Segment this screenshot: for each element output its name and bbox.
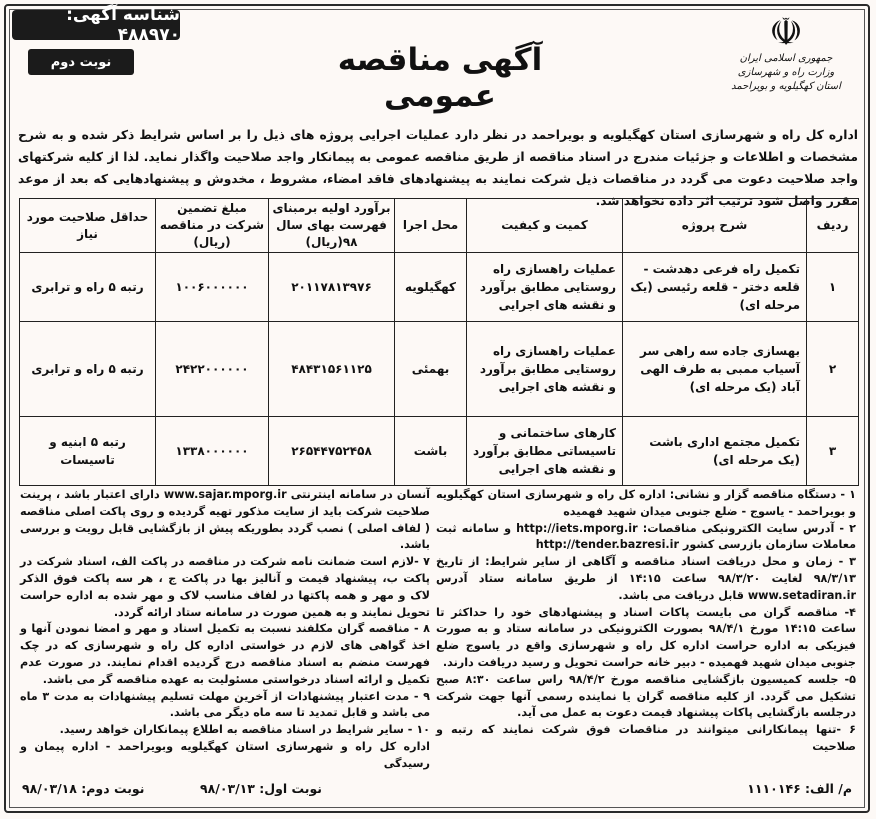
publish-round-badge: نوبت دوم	[28, 49, 134, 75]
note-item: ۸ - مناقصه گران مکلفند نسبت به تکمیل اسناد و مهر و امضا نمودن آنها و اخذ گواهی های لازم در خواستی اداره کل راه و شهرسازی که در چک فهرست منضم به اسناد مناقصه درج گردیده اقدام نمایند. در صورت عدم تکمیل و ارائه اسناد درخواستی مسئولیت به عهده مناقصه گر می باشد.	[20, 622, 430, 686]
cell-guarantee: ۱۳۳۸۰۰۰۰۰۰	[156, 417, 269, 486]
cell-estimate: ۲۶۵۴۴۷۵۲۴۵۸	[269, 417, 395, 486]
cell-qualification: رتبه ۵ راه و ترابری	[20, 322, 156, 417]
cell-location: بهمئی	[395, 322, 467, 417]
ad-id-badge: شناسه آگهی: ۴۸۸۹۷۰	[12, 10, 180, 40]
cell-guarantee: ۱۰۰۶۰۰۰۰۰۰	[156, 253, 269, 322]
note-item: ۳ - زمان و محل دریافت اسناد مناقصه و آگاهی از سایر شرایط: از تاریخ ۹۸/۳/۱۳ لغایت ۹۸/۳/۲۰ ساعت ۱۴:۱۵ از طریق سامانه ستاد آدرس www.setadiran.ir قابل دریافت می باشد.	[436, 555, 857, 602]
col-header-location: محل اجرا	[395, 199, 467, 253]
table-row	[20, 253, 859, 322]
footer-first-round: نوبت اول: ۹۸/۰۳/۱۳	[200, 781, 322, 796]
col-header-description: شرح پروژه	[623, 199, 807, 253]
tender-table	[19, 198, 859, 486]
col-header-estimate: برآورد اولیه برمبنای فهرست بهای سال ۹۸(ریال)	[269, 199, 395, 253]
notes-column-left	[20, 487, 430, 773]
footer-reference: م/ الف: ۱۱۱۰۱۴۶	[747, 781, 852, 796]
note-item: آنسان در سامانه اینترنتی www.sajar.mporg.ir دارای اعتبار باشد ، پرینت صلاحیت شرکت باید از سایت مذکور تهیه گردیده و روی پاکت اصلی مناقصه ( لفاف اصلی ) نصب گردد بطوریکه پیش از بازگشایی قابل رویت و بررسی باشد.	[20, 488, 430, 552]
cell-quantity: عملیات راهسازی راه روستایی مطابق برآورد و نقشه های اجرایی	[467, 322, 623, 417]
note-item: ۴- مناقصه گران می بایست پاکات اسناد و پیشنهادهای خود را حداکثر تا ساعت ۱۴:۱۵ مورخ ۹۸/۴/۱ بصورت الکترونیکی در سامانه ستاد و به صورت فیزیکی به اداره حراست اداره کل راه و شهرسازی واقع در یاسوج ضلع جنوبی میدان شهید فهمیده - دبیر خانه حراست تحویل و رسید دریافت دارند.	[436, 605, 856, 669]
note-item: ۵- جلسه کمیسیون بازگشایی مناقصه مورخ ۹۸/۴/۲ راس ساعت ۸:۳۰ صبح تشکیل می گردد. از کلیه مناقصه گران یا نماینده رسمی آنها جهت شرکت درجلسه بازگشایی پاکات پیشنهاد قیمت دعوت به عمل می آید.	[436, 672, 856, 720]
logo-line-1: جمهوری اسلامی ایران	[739, 53, 833, 64]
notes-column-right	[436, 487, 856, 756]
logo-line-2: وزارت راه و شهرسازی	[737, 67, 835, 78]
cell-row-number: ۲	[807, 322, 859, 417]
cell-estimate: ۴۸۴۳۱۵۶۱۱۲۵	[269, 322, 395, 417]
note-item: ۱۰ - سایر شرایط در اسناد مناقصه به اطلاع پیمانکاران خواهد رسید.	[59, 723, 430, 737]
col-header-guarantee: مبلغ تضمین شرکت در مناقصه (ریال)	[156, 199, 269, 253]
iran-emblem-icon: ☫	[768, 10, 804, 54]
cell-description: بهسازی جاده سه راهی سر آسیاب ممبی به طرف الهی آباد (یک مرحله ای)	[623, 322, 807, 417]
cell-location: کهگیلویه	[395, 253, 467, 322]
page-title: آگهی مناقصه عمومی	[337, 42, 543, 114]
cell-qualification: رتبه ۵ راه و ترابری	[20, 253, 156, 322]
footer-second-round: نوبت دوم: ۹۸/۰۳/۱۸	[22, 781, 145, 796]
cell-row-number: ۱	[807, 253, 859, 322]
note-item: ۲ - آدرس سایت الکترونیکی مناقصات: http://iets.mporg.ir و سامانه ثبت معاملات سازمان بازرسی کشور http://tender.bazresi.ir	[436, 521, 856, 552]
cell-row-number: ۳	[807, 417, 859, 486]
cell-description: تکمیل مجتمع اداری باشت (یک مرحله ای)	[623, 417, 807, 486]
cell-quantity: کارهای ساختمانی و تاسیساتی مطابق برآورد و نقشه های اجرایی	[467, 417, 623, 486]
table-row	[20, 322, 859, 417]
col-header-row-number: ردیف	[807, 199, 859, 253]
cell-qualification: رتبه ۵ ابنیه و تاسیسات	[20, 417, 156, 486]
note-item: ۷ -لازم است ضمانت نامه شرکت در مناقصه در پاکت الف، اسناد شرکت در پاکت ب، پیشنهاد قیمت و آنالیز بها در پاکت ج ، هر سه پاکت فوق الذکر لاک و مهر و همه پاکتها در لفاف مناسب لاک و مهر شده به اداره حراست تحویل نمایند و به همین صورت در سامانه ستاد ارائه گردد.	[20, 555, 430, 619]
table-row	[20, 417, 859, 486]
table-header-row	[20, 199, 859, 253]
cell-estimate: ۲۰۱۱۷۸۱۳۹۷۶	[269, 253, 395, 322]
cell-location: باشت	[395, 417, 467, 486]
note-item: ۹ - مدت اعتبار پیشنهادات از آخرین مهلت تسلیم پیشنهادات به مدت ۳ ماه می باشد و قابل تمدید تا سه ماه دیگر می باشد.	[20, 689, 430, 720]
note-item: ۶ -تنها پیمانکارانی میتوانند در مناقصات فوق شرکت نمایند که رتبه و صلاحیت	[436, 723, 856, 753]
note-item: اداره کل راه و شهرسازی استان کهگیلویه وبویراحمد - اداره پیمان و رسیدگی	[20, 739, 430, 770]
cell-description: تکمیل راه فرعی دهدشت - قلعه دختر - قلعه رئیسی (یک مرحله ای)	[623, 253, 807, 322]
note-item: ۱ - دستگاه مناقصه گزار و نشانی: اداره کل راه و شهرسازی استان کهگیلویه و بویراحمد - یاسوج - ضلع جنوبی میدان شهید فهمیده	[436, 488, 856, 518]
ministry-logo	[726, 12, 846, 94]
cell-guarantee: ۲۴۲۲۰۰۰۰۰۰	[156, 322, 269, 417]
col-header-qualification: حداقل صلاحیت مورد نیاز	[20, 199, 156, 253]
col-header-quantity: کمیت و کیفیت	[467, 199, 623, 253]
intro-paragraph: اداره کل راه و شهرسازی استان کهگیلویه و بویراحمد در نظر دارد عملیات اجرایی پروژه های ذیل را بر اساس شرایط ذکر شده و به شرح مشخصات و اطلاعات و جزئیات مندرج در اسناد مناقصه از طریق مناقصه عمومی به پیمانکار واجد صلاحیت واگذار نماید. لذا از کلیه شرکتهای واجد صلاحیت دعوت می گردد در مناقصات ذیل شرکت نمایند به پیشنهادهای فاقد امضاء، مشروط ، مخدوش و پیشنهادهایی که بعد از موعد مقرر واصل شود ترتیب اثر داده نخواهد شد.	[18, 128, 858, 208]
logo-line-3: استان کهگیلویه و بویراحمد	[731, 81, 841, 92]
cell-quantity: عملیات راهسازی راه روستایی مطابق برآورد و نقشه های اجرایی	[467, 253, 623, 322]
